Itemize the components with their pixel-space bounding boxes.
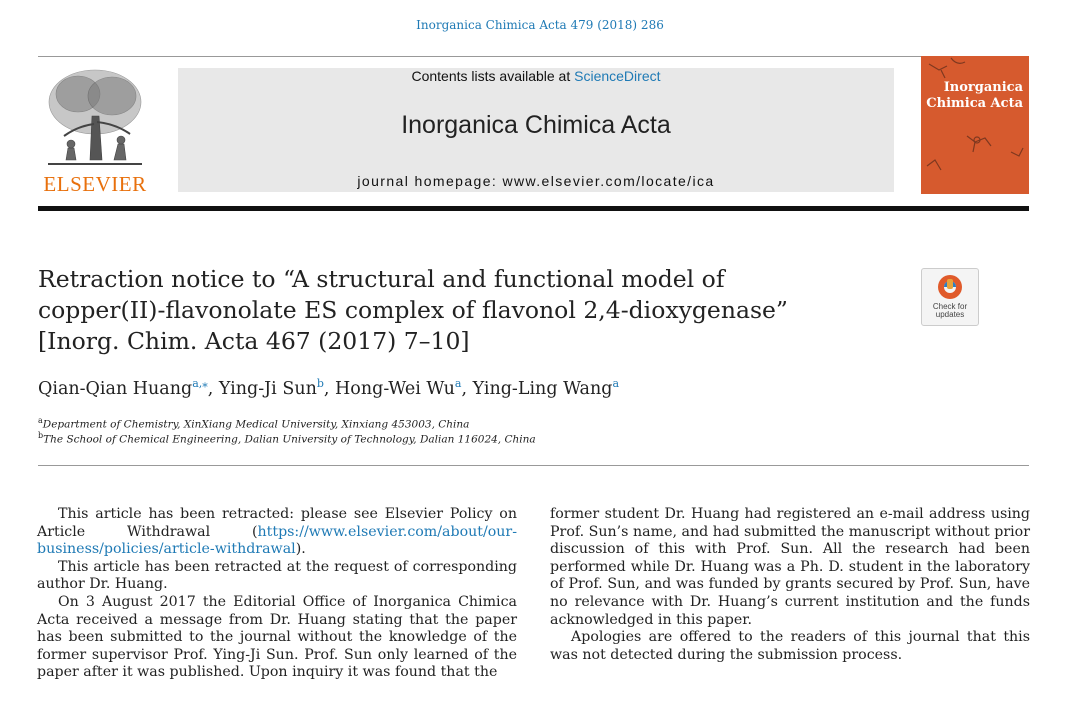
journal-citation[interactable]: Inorganica Chimica Acta 479 (2018) 286 <box>416 18 664 32</box>
author-affiliation-mark[interactable]: a <box>612 377 620 390</box>
title-line-3: [Inorg. Chim. Acta 467 (2017) 7–10] <box>38 327 470 355</box>
body-column-left <box>37 506 517 682</box>
body-paragraph: This article has been retracted at the request of corresponding author Dr. Huang. <box>37 558 517 593</box>
author-name: Ying-Ling Wang <box>472 378 613 399</box>
affiliation-mark: a <box>38 416 43 425</box>
journal-cover-thumbnail[interactable] <box>921 56 1029 194</box>
journal-name: Inorganica Chimica Acta <box>401 111 671 139</box>
body-paragraph: former student Dr. Huang had registered an e-mail address using Prof. Sun’s name, and had submitted the manuscript without prior discussion of this with Prof. Sun. All the research had been performed while Dr. Huang was a Ph. D. student in the laboratory of Prof. Sun, and was funded by grants secured by Prof. Sun, have no relevance with Dr. Huang’s current institution and the funds acknowledged in this paper. <box>550 506 1030 628</box>
author-affiliation-mark[interactable]: b <box>316 377 324 390</box>
body-paragraph: Apologies are offered to the readers of this journal that this was not detected during the submission process. <box>550 629 1030 663</box>
author-name: Qian-Qian Huang <box>38 378 193 399</box>
check-for-updates-badge[interactable] <box>921 268 979 326</box>
affiliation-a <box>38 416 469 431</box>
updates-line-2: updates <box>935 310 965 319</box>
author-name: Hong-Wei Wu <box>335 378 455 399</box>
author-affiliation-mark[interactable]: a <box>454 377 462 390</box>
title-line-2: copper(II)-flavonolate ES complex of flavonol 2,4-dioxygenase” <box>38 296 788 324</box>
check-for-updates-icon <box>922 269 978 303</box>
contents-line <box>178 68 894 84</box>
author-list: Qian-Qian Huang$^{a,⁎}$, Ying-Ji Sun$^b$, Hong-Wei Wu$^a$, Ying-Ling Wang$^a$ <box>38 377 620 399</box>
author-name: Ying-Ji Sun <box>218 378 317 399</box>
body-paragraph <box>37 506 517 559</box>
article-withdrawal-link[interactable]: https://www.elsevier.com/about/our-business/policies/article-withdrawal <box>37 523 517 558</box>
elsevier-wordmark: ELSEVIER <box>43 172 147 196</box>
affiliation-b <box>38 431 536 446</box>
top-divider <box>38 56 1018 57</box>
body-paragraph: On 3 August 2017 the Editorial Office of Inorganica Chimica Acta received a message from Dr. Huang stating that the paper has been submitted to the journal without the knowledge of the former supervisor Prof. Ying-Ji Sun. Prof. Sun only learned of the paper after it was published. Upon inquiry it was found that the <box>37 593 517 681</box>
affiliation-text: Department of Chemistry, XinXiang Medical University, Xinxiang 453003, China <box>42 418 470 431</box>
homepage-prefix: journal homepage: <box>357 173 503 189</box>
section-divider <box>38 465 1029 466</box>
paragraph-text: ). <box>295 541 306 558</box>
updates-line-1: Check for <box>932 302 968 311</box>
sciencedirect-link[interactable]: ScienceDirect <box>574 68 661 84</box>
article-title <box>38 264 898 357</box>
body-column-right <box>550 506 1030 664</box>
contents-prefix: Contents lists available at <box>411 68 575 84</box>
cover-title-line1: Inorganica <box>943 80 1023 95</box>
author-affiliation-mark[interactable]: a,⁎ <box>192 377 208 390</box>
cover-title-line2: Chimica Acta <box>926 96 1023 111</box>
paragraph-text: This article has been retracted: please see Elsevier Policy on Article Withdrawal ( <box>37 506 517 540</box>
title-line-1: Retraction notice to “A structural and functional model of <box>38 265 725 293</box>
header-thick-divider <box>38 206 1029 211</box>
check-for-updates-label <box>922 303 978 319</box>
affiliation-text: The School of Chemical Engineering, Dalian University of Technology, Dalian 116024, China <box>43 433 536 446</box>
homepage-link[interactable]: www.elsevier.com/locate/ica <box>502 173 715 189</box>
affiliation-mark: b <box>38 431 44 440</box>
journal-homepage <box>178 173 894 189</box>
